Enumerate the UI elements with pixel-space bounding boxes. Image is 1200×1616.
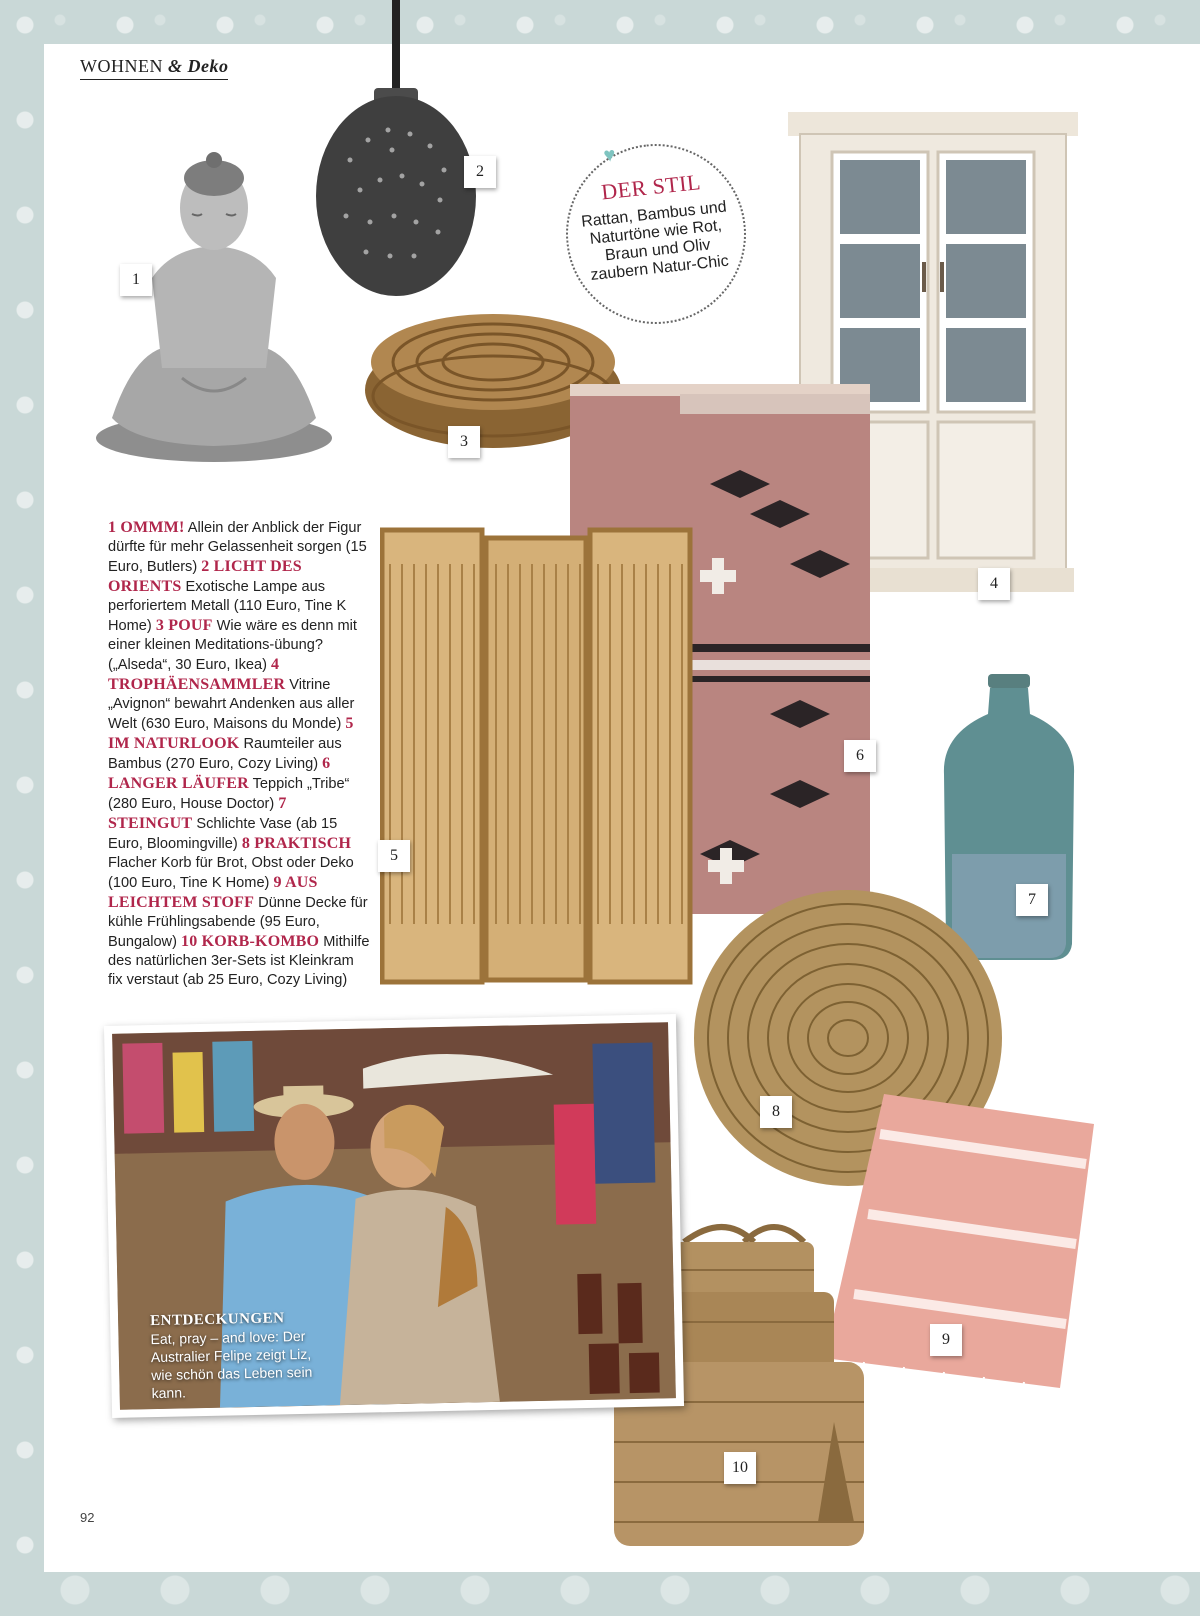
magazine-page	[44, 44, 1200, 1572]
item-text: Wie wäre es denn mit einer kleinen Meditations-übung? („Alseda“, 30 Euro, Ikea)	[108, 618, 357, 673]
item-title: 8 PRAKTISCH	[241, 835, 352, 852]
der-stil-title: DER STIL	[600, 169, 703, 205]
item-title: 6 LANGER LÄUFER	[108, 755, 331, 792]
market-photo-image	[112, 1022, 676, 1410]
perforated-lamp-image	[310, 0, 480, 308]
item-text: Exotische Lampe aus perforiertem Metall (110 Euro, Tine K Home)	[108, 579, 347, 634]
bamboo-room-divider-image	[380, 524, 696, 988]
product-number-2: 2	[464, 156, 496, 188]
page-number: 92	[80, 1510, 95, 1525]
item-title: 5 IM NATURLOOK	[108, 715, 354, 752]
buddha-figure-image	[92, 148, 336, 464]
item-text: Mithilfe des natürlichen 3er-Sets ist Kleinkram fix verstaut (ab 25 Euro, Cozy Living)	[108, 934, 370, 988]
photo-caption-body: Eat, pray – and love: Der Australier Felipe zeigt Liz, wie schön das Leben sein kann.	[150, 1327, 313, 1402]
item-title: 10 KORB-KOMBO	[181, 933, 320, 950]
section-header	[80, 56, 228, 80]
item-title: 3 POUF	[155, 617, 213, 634]
product-number-6: 6	[844, 740, 876, 772]
product-number-5: 5	[378, 840, 410, 872]
item-title: 1 OMMM!	[108, 519, 185, 536]
item-title: 4 TROPHÄENSAMMLER	[108, 656, 286, 693]
product-number-7: 7	[1016, 884, 1048, 916]
product-number-1: 1	[120, 264, 152, 296]
heart-icon: ♥	[602, 143, 617, 167]
item-text: Dünne Decke für kühle Frühlingsabende (95 Euro, Bungalow)	[108, 895, 368, 950]
item-title: 9 AUS LEICHTEM STOFF	[108, 874, 318, 911]
section-sublabel: & Deko	[167, 56, 229, 76]
product-description-column	[108, 518, 370, 990]
product-number-4: 4	[978, 568, 1010, 600]
product-number-10: 10	[724, 1452, 756, 1484]
item-text: Allein der Anblick der Figur dürfte für mehr Gelassenheit sorgen (15 Euro, Butlers)	[108, 520, 367, 575]
photo-caption	[150, 1310, 322, 1403]
item-text: Schlichte Vase (ab 15 Euro, Bloomingville)	[108, 816, 338, 852]
product-number-3: 3	[448, 426, 480, 458]
item-title: 2 LICHT DES ORIENTS	[108, 558, 302, 595]
photo-caption-title: ENTDECKUNGEN	[149, 1310, 285, 1330]
item-text: Flacher Korb für Brot, Obst oder Deko (100 Euro, Tine K Home)	[108, 855, 354, 891]
der-stil-body: Rattan, Bambus und Naturtöne wie Rot, Braun und Oliv zaubern Natur-Chic	[580, 198, 730, 285]
item-text: Vitrine „Avignon“ bewahrt Andenken aus aller Welt (630 Euro, Maisons du Monde)	[108, 677, 355, 732]
item-title: 7 STEINGUT	[108, 795, 287, 832]
section-label: WOHNEN	[80, 56, 163, 76]
pink-blanket-image	[824, 1094, 1096, 1424]
market-photo	[104, 1014, 684, 1418]
item-text: Raumteiler aus Bambus (270 Euro, Cozy Living)	[108, 736, 342, 772]
product-number-9: 9	[930, 1324, 962, 1356]
item-text: Teppich „Tribe“ (280 Euro, House Doctor)	[108, 776, 350, 812]
product-number-8: 8	[760, 1096, 792, 1128]
